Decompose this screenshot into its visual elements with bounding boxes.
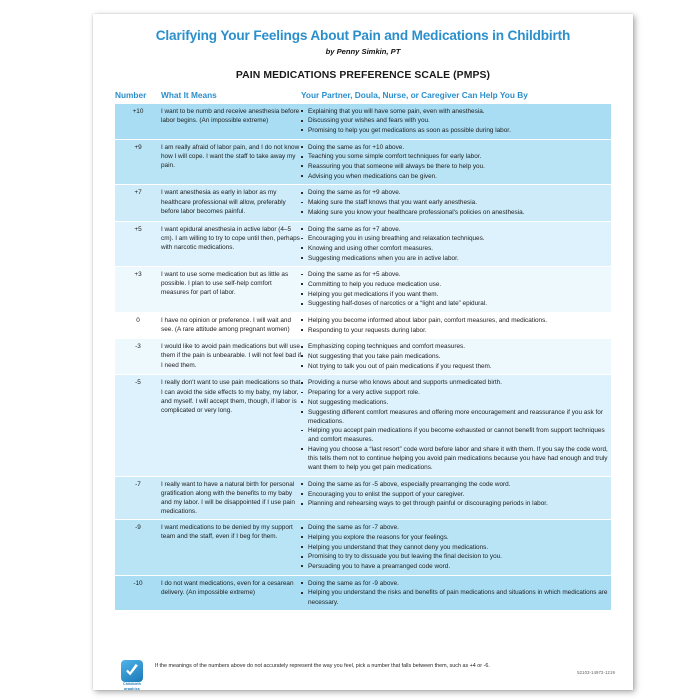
help-bullet-item: Helping you understand the risks and benefits of pain medications and situations in which medications are necessary. bbox=[301, 588, 611, 606]
childbirth-graphics-logo bbox=[115, 660, 149, 690]
help-bullet-item: Persuading you to have a prearranged code word. bbox=[301, 562, 611, 571]
row-meaning-cell: I want to use some medication but as little as possible. I plan to use self-help comfort measures for part of labor. bbox=[161, 271, 289, 297]
help-bullet-item: Doing the same as for +9 above. bbox=[301, 188, 611, 197]
help-bullet-item: Encouraging you to enlist the support of your caregiver. bbox=[301, 490, 611, 499]
help-bullet-list bbox=[301, 143, 611, 181]
help-bullet-item: Explaining that you will have some pain, even with anesthesia. bbox=[301, 107, 611, 116]
help-bullet-item: Helping you understand that they cannot deny you medications. bbox=[301, 543, 611, 552]
row-number-cell: -5 bbox=[135, 379, 141, 387]
help-bullet-list bbox=[301, 107, 611, 135]
help-bullet-item: Reassuring you that someone will always be there to help you. bbox=[301, 162, 611, 171]
help-bullet-item: Knowing and using other comfort measures. bbox=[301, 244, 611, 253]
document-sheet bbox=[93, 14, 633, 690]
document-footer bbox=[115, 660, 615, 690]
help-bullet-list bbox=[301, 270, 611, 308]
table-row bbox=[115, 520, 611, 575]
row-help-cell bbox=[301, 185, 611, 221]
table-row bbox=[115, 575, 611, 610]
footer-note: If the meanings of the numbers above do not accurately represent the way you feel, pick a number that falls between them, such as +4 or -6. bbox=[155, 663, 490, 669]
row-help-cell bbox=[301, 476, 611, 519]
row-number-cell: 0 bbox=[136, 317, 140, 324]
help-bullet-item: Doing the same as for +5 above. bbox=[301, 270, 611, 279]
row-help-cell bbox=[301, 221, 611, 267]
column-header-meaning: What It Means bbox=[161, 89, 217, 100]
help-bullet-item: Doing the same as for -7 above. bbox=[301, 523, 611, 532]
document-code: 52103-14972-1219 bbox=[577, 670, 615, 675]
scale-title: PAIN MEDICATIONS PREFERENCE SCALE (PMPS) bbox=[235, 69, 491, 81]
help-bullet-item: Doing the same as for -5 above, especially prearranging the code word. bbox=[301, 480, 611, 489]
table-header-row bbox=[115, 90, 611, 104]
logo-text-line1: Childbirth bbox=[123, 682, 141, 686]
help-bullet-item: Promising to help you get medications as soon as possible during labor. bbox=[301, 126, 611, 135]
row-help-cell bbox=[301, 575, 611, 610]
help-bullet-item: Doing the same as for +7 above. bbox=[301, 225, 611, 234]
row-meaning-cell: I really want to have a natural birth for personal gratification along with the benefits to my baby and my labor. I will be disappointed if I use pain medications. bbox=[161, 480, 295, 516]
row-help-cell bbox=[301, 313, 611, 339]
help-bullet-item: Making sure you know your healthcare professional's policies on anesthesia. bbox=[301, 208, 611, 217]
help-bullet-item: Advising you when medications can be given. bbox=[301, 172, 611, 181]
help-bullet-list bbox=[301, 579, 611, 607]
row-meaning-cell: I do not want medications, even for a cesarean delivery. (An impossible extreme) bbox=[161, 579, 294, 596]
row-help-cell bbox=[301, 520, 611, 575]
help-bullet-item: Having you choose a “last resort” code word before labor and share it with them. If you say the code word, this tells them not to continue helping you avoid pain medications because you have had enough and truly want them to help you get pain medications. bbox=[301, 445, 611, 472]
pmps-table bbox=[115, 90, 611, 612]
row-meaning-cell: I am really afraid of labor pain, and I do not know how I will cope. I want the staff to take away my pain. bbox=[161, 143, 300, 169]
help-bullet-item: Suggesting medications when you are in active labor. bbox=[301, 254, 611, 263]
row-help-cell bbox=[301, 104, 611, 140]
row-number-cell: +5 bbox=[134, 225, 142, 233]
table-row bbox=[115, 267, 611, 313]
pmps-table-body bbox=[115, 104, 611, 611]
help-bullet-list bbox=[301, 188, 611, 216]
help-bullet-item: Providing a nurse who knows about and supports unmedicated birth. bbox=[301, 378, 611, 387]
help-bullet-item: Doing the same as for +10 above. bbox=[301, 143, 611, 152]
row-help-cell bbox=[301, 375, 611, 477]
help-bullet-item: Promising to try to dissuade you but leaving the final decision to you. bbox=[301, 552, 611, 561]
table-row bbox=[115, 221, 611, 267]
table-row bbox=[115, 476, 611, 519]
help-bullet-list bbox=[301, 316, 611, 335]
author-byline: by Penny Simkin, PT bbox=[325, 46, 401, 56]
help-bullet-item: Helping you get medications if you want them. bbox=[301, 290, 611, 299]
column-header-number: Number bbox=[115, 89, 147, 100]
help-bullet-list bbox=[301, 378, 611, 472]
row-number-cell: +7 bbox=[134, 189, 142, 197]
help-bullet-list bbox=[301, 523, 611, 571]
help-bullet-list bbox=[301, 225, 611, 263]
row-help-cell bbox=[301, 339, 611, 375]
logo-text-line2: graphics bbox=[124, 686, 140, 690]
help-bullet-item: Responding to your requests during labor. bbox=[301, 326, 611, 335]
row-meaning-cell: I want medications to be denied by my support team and the staff, even if I beg for them. bbox=[161, 524, 293, 541]
help-bullet-item: Doing the same as for -9 above. bbox=[301, 579, 611, 588]
help-bullet-item: Helping you become informed about labor pain, comfort measures, and medications. bbox=[301, 316, 611, 325]
row-number-cell: -7 bbox=[135, 480, 141, 488]
help-bullet-item: Committing to help you reduce medication use. bbox=[301, 280, 611, 289]
help-bullet-item: Not suggesting medications. bbox=[301, 398, 611, 407]
help-bullet-item: Not suggesting that you take pain medications. bbox=[301, 352, 611, 361]
help-bullet-item: Planning and rehearsing ways to get through painful or discouraging periods in labor. bbox=[301, 499, 611, 508]
help-bullet-item: Helping you explore the reasons for your feelings. bbox=[301, 533, 611, 542]
table-row bbox=[115, 139, 611, 185]
row-number-cell: +3 bbox=[134, 271, 142, 279]
row-number-cell: +9 bbox=[134, 143, 142, 151]
table-row bbox=[115, 185, 611, 221]
help-bullet-list bbox=[301, 480, 611, 508]
help-bullet-item: Encouraging you in using breathing and relaxation techniques. bbox=[301, 234, 611, 243]
row-number-cell: -3 bbox=[135, 343, 141, 351]
table-row bbox=[115, 313, 611, 339]
row-help-cell bbox=[301, 267, 611, 313]
help-bullet-list bbox=[301, 342, 611, 370]
help-bullet-item: Teaching you some simple comfort techniques for early labor. bbox=[301, 152, 611, 161]
row-meaning-cell: I would like to avoid pain medications but will use them if the pain is unbearable. I will not feel bad if I need them. bbox=[161, 343, 301, 369]
table-row bbox=[115, 339, 611, 375]
column-header-help: Your Partner, Doula, Nurse, or Caregiver Can Help You By bbox=[301, 89, 528, 100]
help-bullet-item: Not trying to talk you out of pain medications if you request them. bbox=[301, 362, 611, 371]
checkmark-icon bbox=[121, 660, 143, 682]
help-bullet-item: Suggesting different comfort measures and offering more encouragement and reassurance if you ask for medications. bbox=[301, 408, 611, 426]
row-meaning-cell: I want epidural anesthesia in active labor (4–5 cm). I am willing to try to cope until then, perhaps with narcotic medications. bbox=[161, 225, 300, 251]
row-meaning-cell: I really don't want to use pain medications so that I can avoid the side effects to my baby, my labor, and myself. I will accept them, though, if labor is complicated or very long. bbox=[161, 379, 301, 414]
table-row bbox=[115, 104, 611, 140]
row-help-cell bbox=[301, 139, 611, 185]
row-number-cell: -9 bbox=[135, 524, 141, 532]
document-body bbox=[93, 14, 633, 611]
help-bullet-item: Preparing for a very active support role. bbox=[301, 388, 611, 397]
row-meaning-cell: I have no opinion or preference. I will wait and see. (A rare attitude among pregnant women) bbox=[161, 317, 292, 334]
row-meaning-cell: I want to be numb and receive anesthesia before labor begins. (An impossible extreme) bbox=[161, 107, 300, 124]
row-number-cell: +10 bbox=[132, 107, 144, 115]
page-title: Clarifying Your Feelings About Pain and Medications in Childbirth bbox=[155, 28, 571, 43]
table-row bbox=[115, 375, 611, 477]
help-bullet-item: Discussing your wishes and fears with you. bbox=[301, 116, 611, 125]
help-bullet-item: Making sure the staff knows that you want early anesthesia. bbox=[301, 198, 611, 207]
help-bullet-item: Suggesting half-doses of narcotics or a “light and late” epidural. bbox=[301, 299, 611, 308]
help-bullet-item: Emphasizing coping techniques and comfort measures. bbox=[301, 342, 611, 351]
row-number-cell: -10 bbox=[133, 579, 143, 587]
row-meaning-cell: I want anesthesia as early in labor as my healthcare professional will allow, preferably before labor becomes painful. bbox=[161, 189, 286, 215]
help-bullet-item: Helping you accept pain medications if you become exhausted or cannot benefit from support techniques and comfort measures. bbox=[301, 426, 611, 444]
